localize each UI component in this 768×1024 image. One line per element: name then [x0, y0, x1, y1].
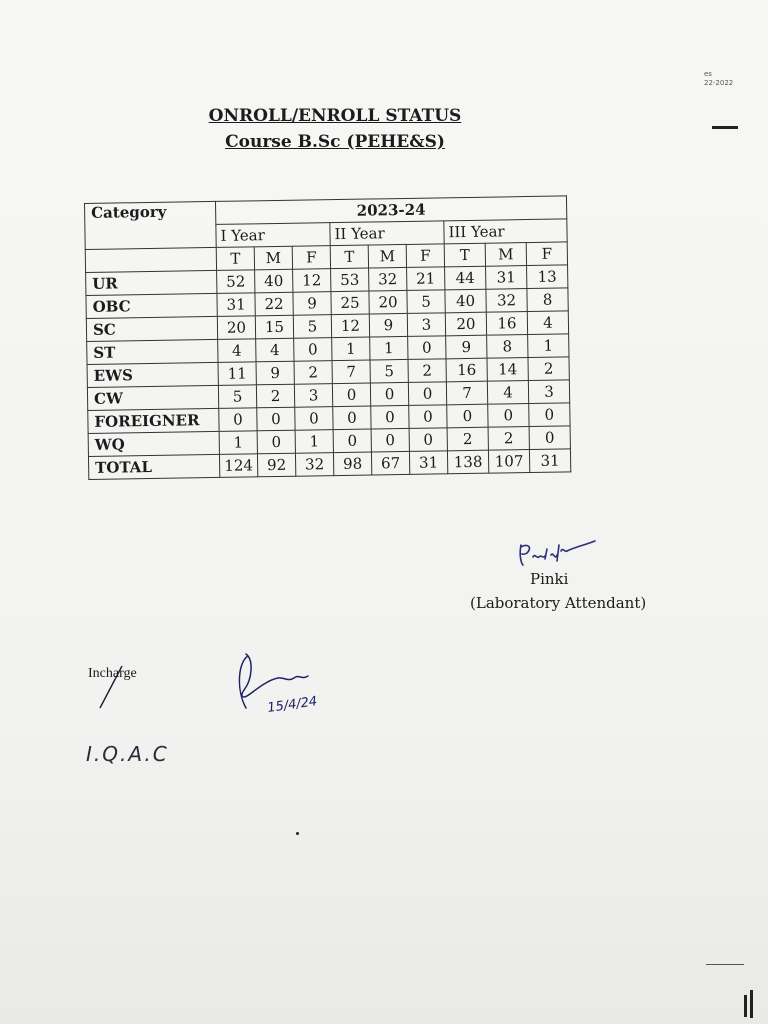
- value-cell: 0: [371, 428, 409, 452]
- value-cell: 2: [488, 427, 529, 451]
- value-cell: 3: [407, 313, 445, 337]
- signatory-name: Pinki: [530, 570, 569, 588]
- value-cell: 4: [256, 338, 294, 362]
- value-cell: 31: [486, 266, 527, 290]
- value-cell: 31: [529, 449, 570, 473]
- value-cell: 1: [528, 334, 569, 358]
- session-header: 2023-24: [215, 196, 566, 225]
- subcol-t: T: [444, 243, 485, 267]
- document-subtitle: Course B.Sc (PEHE&S): [225, 132, 445, 152]
- value-cell: 67: [371, 451, 409, 475]
- category-cell: CW: [87, 385, 218, 410]
- subcol-f: F: [526, 242, 567, 266]
- edge-mark: [744, 995, 747, 1017]
- value-cell: 32: [486, 289, 527, 313]
- value-cell: 12: [331, 314, 369, 338]
- category-cell: WQ: [88, 431, 219, 456]
- value-cell: 0: [529, 426, 570, 450]
- value-cell: 98: [333, 452, 371, 476]
- value-cell: 40: [255, 269, 293, 293]
- value-cell: 0: [257, 430, 295, 454]
- value-cell: 44: [445, 266, 486, 290]
- value-cell: 2: [256, 384, 294, 408]
- value-cell: 14: [487, 358, 528, 382]
- value-cell: 20: [445, 312, 486, 336]
- value-cell: 0: [333, 406, 371, 430]
- value-cell: 0: [447, 404, 488, 428]
- value-cell: 5: [218, 385, 256, 409]
- svg-text:15/4/24: 15/4/24: [266, 694, 319, 716]
- value-cell: 2: [294, 361, 332, 385]
- stamp-line-1: es: [704, 70, 712, 78]
- stamp-line-2: 22-2022: [704, 79, 734, 87]
- speck: [296, 832, 299, 835]
- edge-mark: [750, 990, 753, 1018]
- table-body: [86, 265, 571, 480]
- value-cell: 0: [295, 407, 333, 431]
- incharge-label: Incharge: [88, 666, 137, 681]
- pinki-signature: [515, 537, 605, 573]
- value-cell: 13: [527, 265, 568, 289]
- value-cell: 0: [408, 336, 446, 360]
- value-cell: 12: [293, 269, 331, 293]
- value-cell: 3: [528, 380, 569, 404]
- value-cell: 9: [293, 292, 331, 316]
- value-cell: 0: [257, 407, 295, 431]
- iqac-label: I.Q.A.C: [86, 742, 169, 766]
- category-cell: UR: [86, 270, 217, 295]
- value-cell: 31: [409, 451, 447, 475]
- edge-mark: [706, 964, 744, 965]
- subcol-t: T: [216, 247, 254, 271]
- value-cell: 138: [447, 450, 488, 474]
- value-cell: 8: [527, 288, 568, 312]
- value-cell: 0: [409, 405, 447, 429]
- year-header-3: III Year: [444, 219, 567, 244]
- value-cell: 21: [407, 267, 445, 291]
- value-cell: 9: [256, 361, 294, 385]
- value-cell: 1: [370, 336, 408, 360]
- category-cell: ST: [87, 339, 218, 364]
- value-cell: 3: [294, 384, 332, 408]
- subcol-m: M: [485, 243, 526, 267]
- value-cell: 25: [331, 291, 369, 315]
- value-cell: 20: [217, 316, 255, 340]
- subcol-m: M: [368, 244, 406, 268]
- enroll-status-table: [84, 195, 571, 480]
- value-cell: 0: [332, 383, 370, 407]
- signatory-block: [470, 570, 646, 612]
- value-cell: 0: [333, 429, 371, 453]
- signatory-role: (Laboratory Attendant): [470, 594, 647, 612]
- value-cell: 1: [332, 337, 370, 361]
- value-cell: 5: [370, 359, 408, 383]
- value-cell: 52: [217, 270, 255, 294]
- value-cell: 22: [255, 292, 293, 316]
- value-cell: 4: [487, 381, 528, 405]
- corner-stamp: [704, 70, 733, 88]
- document-title: ONROLL/ENROLL STATUS: [208, 106, 462, 126]
- value-cell: 92: [257, 453, 295, 477]
- value-cell: 0: [371, 405, 409, 429]
- value-cell: 2: [447, 427, 488, 451]
- value-cell: 9: [369, 313, 407, 337]
- value-cell: 0: [219, 408, 257, 432]
- value-cell: 5: [407, 290, 445, 314]
- value-cell: 0: [529, 403, 570, 427]
- value-cell: 32: [369, 267, 407, 291]
- value-cell: 4: [218, 339, 256, 363]
- category-cell: TOTAL: [88, 454, 219, 479]
- value-cell: 0: [408, 382, 446, 406]
- subcol-f: F: [406, 244, 444, 268]
- category-cell: SC: [86, 316, 217, 341]
- year-header-1: I Year: [216, 223, 330, 248]
- value-cell: 0: [488, 404, 529, 428]
- subcol-t: T: [330, 245, 368, 269]
- year-header-2: II Year: [330, 221, 444, 246]
- value-cell: 31: [217, 293, 255, 317]
- blank-cell: [85, 247, 216, 272]
- value-cell: 15: [255, 315, 293, 339]
- subcol-m: M: [254, 246, 292, 270]
- edge-mark: [712, 126, 738, 129]
- value-cell: 2: [408, 359, 446, 383]
- value-cell: 32: [295, 453, 333, 477]
- value-cell: 2: [528, 357, 569, 381]
- value-cell: 11: [218, 362, 256, 386]
- incharge-signature: [228, 650, 348, 720]
- incharge-slash-mark: [96, 662, 126, 712]
- value-cell: 20: [369, 290, 407, 314]
- value-cell: 4: [527, 311, 568, 335]
- value-cell: 53: [331, 268, 369, 292]
- category-cell: OBC: [86, 293, 217, 318]
- subcol-f: F: [292, 246, 330, 270]
- value-cell: 0: [294, 338, 332, 362]
- value-cell: 16: [446, 358, 487, 382]
- value-cell: 7: [446, 381, 487, 405]
- category-cell: EWS: [87, 362, 218, 387]
- value-cell: 1: [295, 430, 333, 454]
- value-cell: 0: [370, 382, 408, 406]
- value-cell: 107: [488, 450, 529, 474]
- value-cell: 8: [487, 335, 528, 359]
- value-cell: 9: [446, 335, 487, 359]
- category-cell: FOREIGNER: [88, 408, 219, 433]
- value-cell: 0: [409, 428, 447, 452]
- value-cell: 5: [293, 315, 331, 339]
- value-cell: 1: [219, 431, 257, 455]
- value-cell: 40: [445, 289, 486, 313]
- value-cell: 7: [332, 360, 370, 384]
- value-cell: 124: [219, 454, 257, 478]
- value-cell: 16: [486, 312, 527, 336]
- category-header: Category: [85, 201, 217, 249]
